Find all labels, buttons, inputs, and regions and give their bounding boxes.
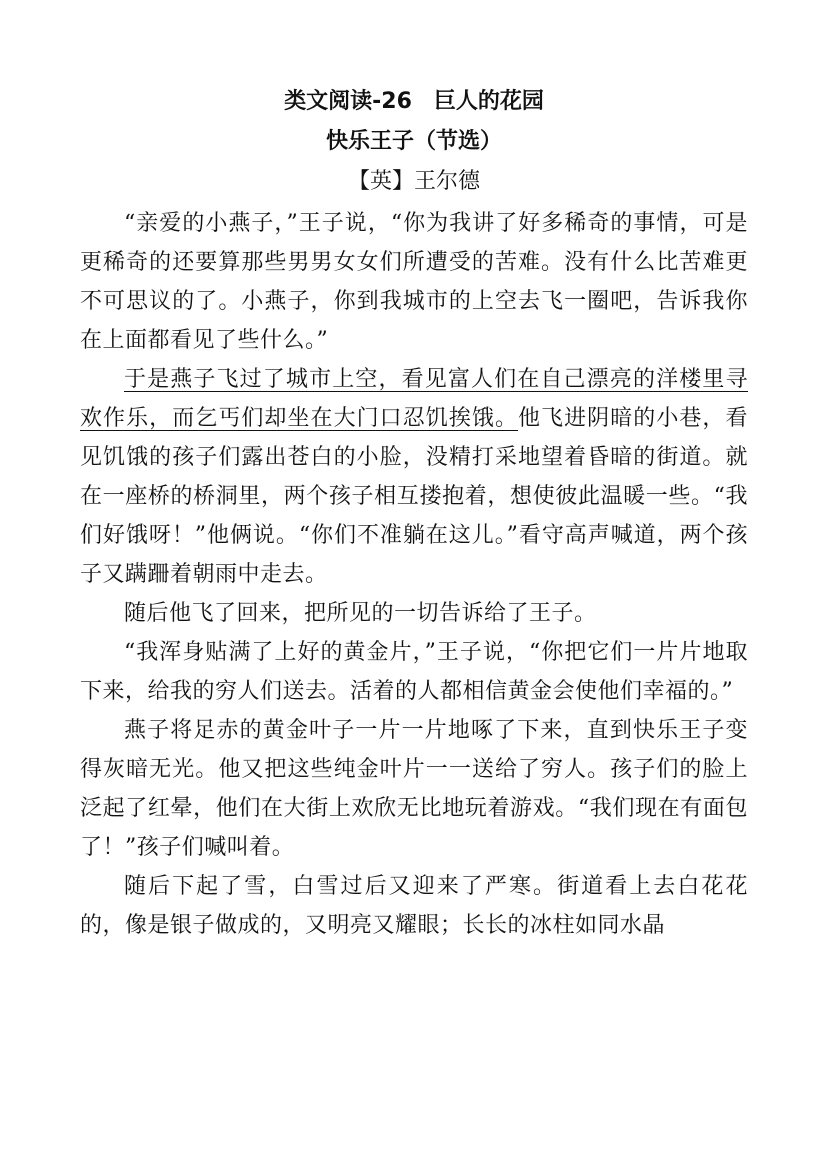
paragraph-4: “我浑身贴满了上好的黄金片，”王子说，“你把它们一片片地取下来，给我的穷人们送去。活着的人都相信黄金会使他们幸福的。” bbox=[80, 640, 748, 704]
paragraph-2-rest: 他飞进阴暗的小巷，看见饥饿的孩子们露出苍白的小脸，没精打采地望着昏暗的街道。就在一座桥的桥洞里，两个孩子相互搂抱着，想使彼此温暖一些。“我们好饿呀！”他俩说。“你们不准躺在这儿。”看守高声喊道，两个孩子又蹒跚着朝雨中走去。 bbox=[80, 406, 748, 587]
document-page bbox=[80, 82, 748, 945]
page-title: 类文阅读-26 巨人的花园 bbox=[284, 89, 544, 114]
paragraph-3: 随后他飞了回来，把所见的一切告诉给了王子。 bbox=[124, 601, 597, 626]
paragraph-2 bbox=[80, 360, 748, 594]
paragraph-5: 燕子将足赤的黄金叶子一片一片地啄了下来，直到快乐王子变得灰暗无光。他又把这些纯金叶片一一送给了穷人。孩子们的脸上泛起了红晕，他们在大街上欢欣无比地玩着游戏。“我们现在有面包了！”孩子们喊叫着。 bbox=[80, 718, 748, 860]
paragraph-1: “亲爱的小燕子，”王子说，“你为我讲了好多稀奇的事情，可是更稀奇的还要算那些男男女女们所遭受的苦难。没有什么比苦难更不可思议的了。小燕子，你到我城市的上空去飞一圈吧，告诉我你在上面都看见了些什么。” bbox=[80, 211, 748, 353]
paragraph-6: 随后下起了雪，白雪过后又迎来了严寒。街道看上去白花花的，像是银子做成的，又明亮又耀眼；长长的冰柱如同水晶 bbox=[80, 874, 748, 938]
underlined-sentence: 于是燕子飞过了城市上空，看见富人们在自己漂亮的洋楼里寻欢作乐，而乞丐们却坐在大门口忍饥挨饿。 bbox=[80, 367, 748, 431]
article-title: 快乐王子（节选） bbox=[325, 129, 502, 154]
article-author: 【英】王尔德 bbox=[347, 169, 480, 194]
